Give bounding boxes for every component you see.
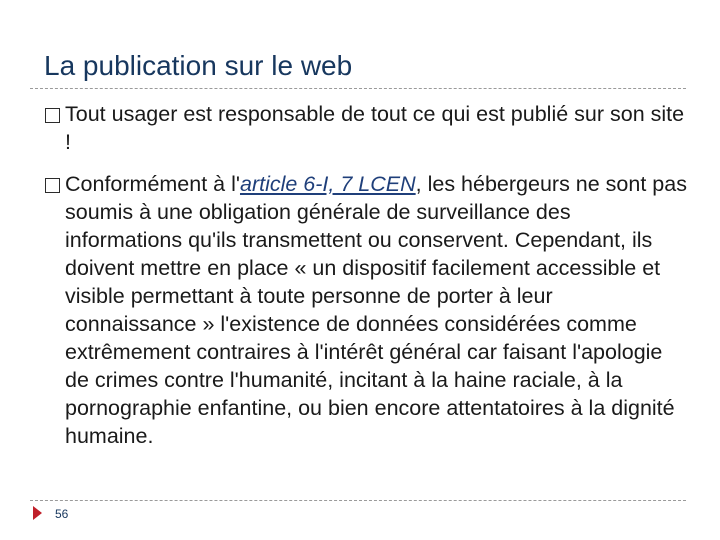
- triangle-arrow-icon: [33, 506, 42, 520]
- slide-title: La publication sur le web: [44, 50, 353, 81]
- checkbox-bullet-icon: [45, 178, 60, 193]
- article-link[interactable]: article 6-I, 7 LCEN: [239, 172, 416, 196]
- bullet-text-after: , les hébergeurs ne sont pas soumis à une obligation générale de surveillance des informations qu'ils transmettent ou conservent. Cependant, ils doivent mettre en place « un dispositif facilement accessible et visible permettant à toute personne de porter à leur connaissance » l'existence de données considérées comme extrêmement contraires à l'intérêt général car faisant l'apologie de crimes contre l'humanité, incitant à la haine raciale, à la pornographie enfantine, ou bien encore attentatoires à la dignité humaine.: [65, 172, 687, 448]
- title-divider: [30, 88, 686, 89]
- checkbox-bullet-icon: [45, 108, 60, 123]
- footer-divider: [30, 500, 686, 501]
- page-number: 56: [55, 507, 69, 521]
- bullet-item: [38, 170, 688, 450]
- bullet-item: [38, 100, 688, 156]
- slide-content: [38, 100, 688, 450]
- bullet-text: Tout usager est responsable de tout ce qui est publié sur son site !: [65, 102, 685, 154]
- bullet-text-before: Conformément à l': [65, 172, 240, 196]
